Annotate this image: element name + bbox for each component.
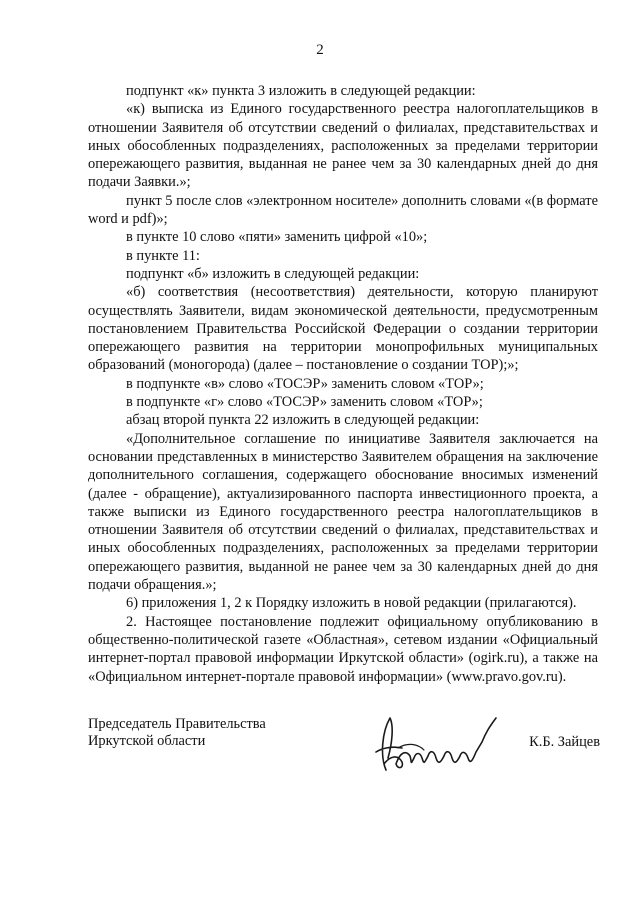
paragraph: в пункте 11: <box>126 247 200 264</box>
paragraph: «б) соответствия (несоответствия) деятельности, которую планируют осуществлять Заявители, видам экономической деятельности, предусмотренным постановлением Правительства Российской Федерации о создании территории опережающего развития на территории монопрофильных муниципальных образований (моногорода) (далее – постановление о создании ТОР);»; <box>88 284 598 374</box>
paragraph: 6) приложения 1, 2 к Порядку изложить в новой редакции (прилагаются). <box>126 595 577 612</box>
paragraph: 2. Настоящее постановление подлежит официальному опубликованию в общественно-политической газете «Областная», сетевом издании «Официальный интернет-портал правовой информации Иркутской области» (ogirk.ru), а также на «Официальном интернет-портале правовой информации» (www.pravo.gov.ru). <box>88 613 598 685</box>
handwritten-signature <box>358 712 508 776</box>
paragraph: в пункте 10 слово «пяти» заменить цифрой «10»; <box>126 229 428 246</box>
signer-name: К.Б. Зайцев <box>529 734 600 750</box>
paragraph: в подпункте «г» слово «ТОСЭР» заменить словом «ТОР»; <box>126 394 483 411</box>
paragraph: пункт 5 после слов «электронном носителе» дополнить словами «(в формате word и pdf)»; <box>88 192 598 228</box>
signature-block <box>88 712 600 792</box>
paragraph: в подпункте «в» слово «ТОСЭР» заменить словом «ТОР»; <box>126 375 484 392</box>
paragraph: подпункт «б» изложить в следующей редакции: <box>126 265 420 282</box>
page-number: 2 <box>316 42 324 58</box>
signer-title-line2: Иркутской области <box>88 732 206 749</box>
paragraph: «Дополнительное соглашение по инициативе Заявителя заключается на основании представленных в министерство Заявителем обращения на заключение дополнительного соглашения, содержащего обоснование вносимых изменений (далее - обращение), актуализированного паспорта инвестиционного проекта, а также выписки из Единого государственного реестра налогоплательщиков в отношении Заявителя об отсутствии сведений о филиалах, представительствах и иных обособленных подразделениях, расположенных за пределами территории опережающего развития, выданной не ранее чем за 30 календарных дней до дня подачи обращения.»; <box>88 430 598 594</box>
document-body <box>88 82 598 686</box>
paragraph: абзац второй пункта 22 изложить в следующей редакции: <box>126 412 480 429</box>
paragraph: «к) выписка из Единого государственного реестра налогоплательщиков в отношении Заявителя об отсутствии сведений о филиалах, представительствах и иных обособленных подразделениях, расположенных за пределами территории опережающего развития, выданная не ранее чем за 30 календарных дней до дня подачи Заявки.»; <box>88 101 598 191</box>
signer-title <box>88 716 266 749</box>
signer-title-line1: Председатель Правительства <box>88 716 266 732</box>
paragraph: подпункт «к» пункта 3 изложить в следующей редакции: <box>126 83 476 99</box>
